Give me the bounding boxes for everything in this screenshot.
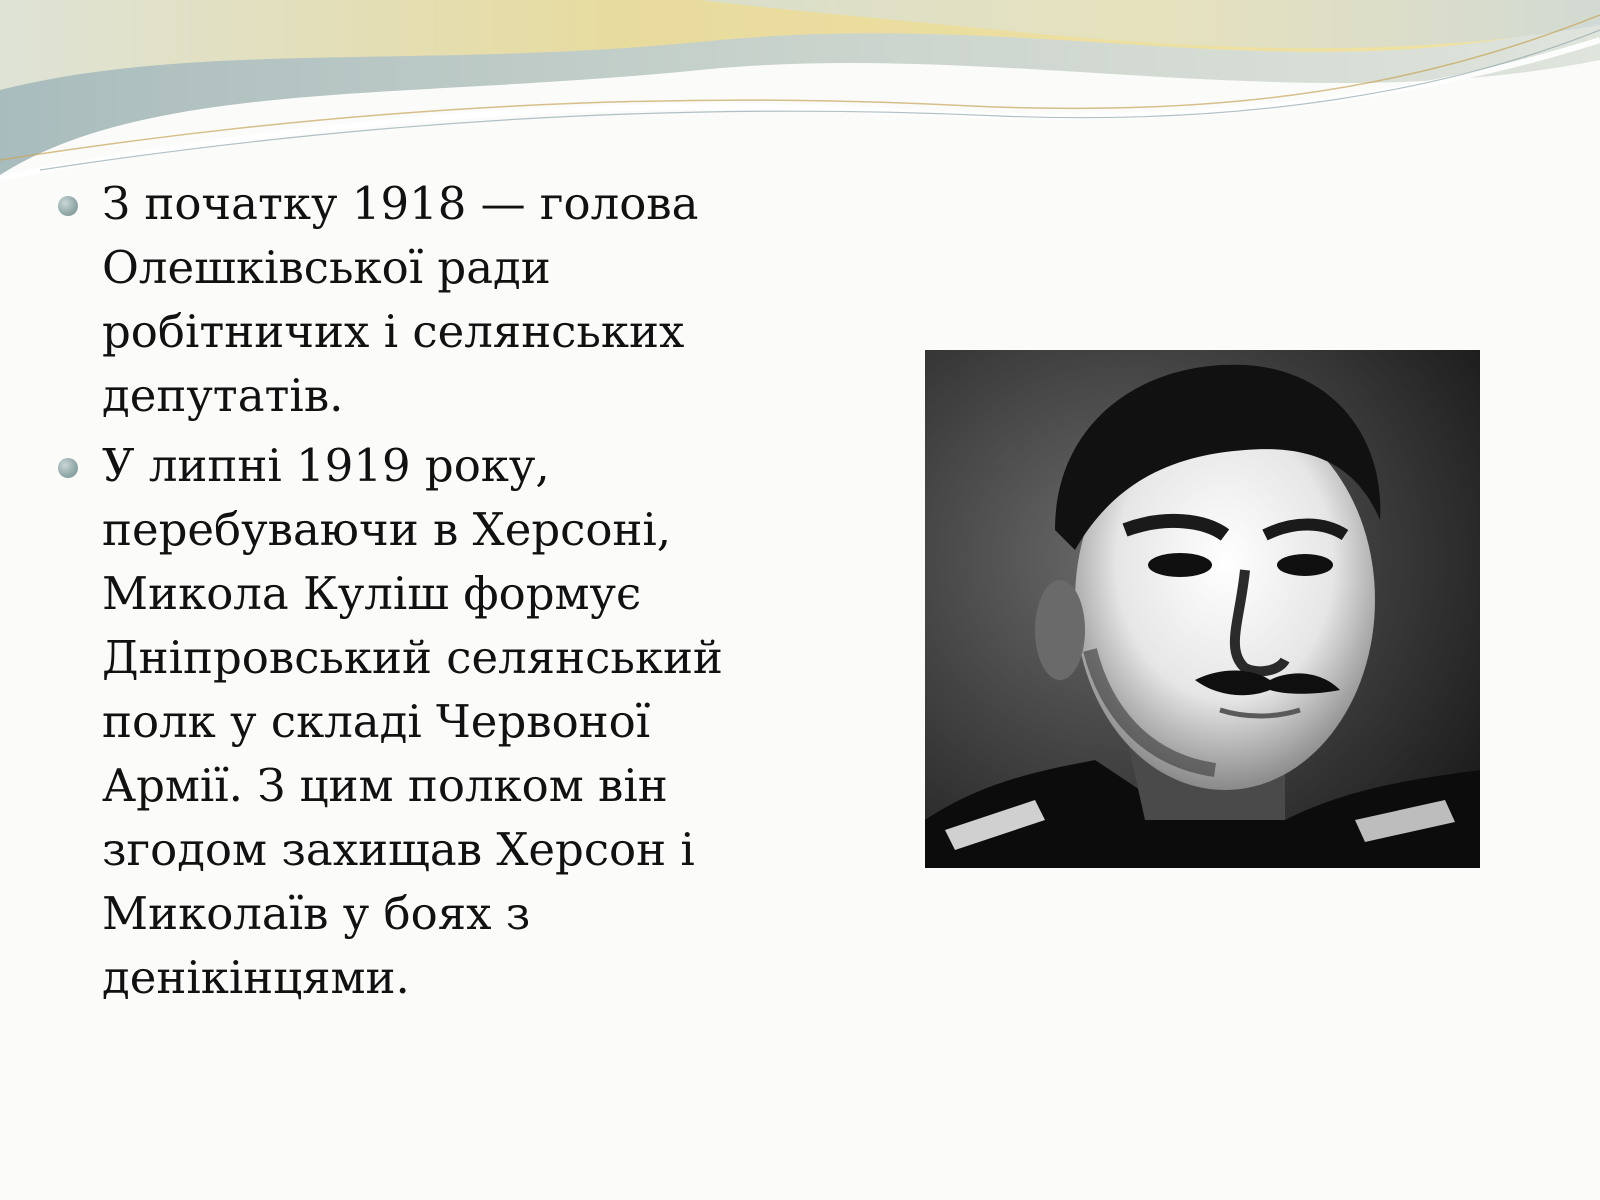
portrait-photo <box>925 350 1480 868</box>
list-item <box>58 434 758 1010</box>
portrait-photo-icon <box>925 350 1480 868</box>
bullet-text: З початку 1918 — голова Олешківської ради робітничих і селянських депутатів. <box>102 177 699 422</box>
decorative-waves <box>0 0 1600 200</box>
bullet-text: У липні 1919 року, перебуваючи в Херсоні, Микола Куліш формує Дніпровський селянський полк у складі Червоної Армії. З цим полком він згодом захищав Херсон і Миколаїв у боях з денікінцями. <box>102 439 723 1004</box>
bullet-list <box>58 172 758 1016</box>
bullet-icon <box>58 196 78 216</box>
list-item <box>58 172 758 428</box>
bullet-icon <box>58 458 78 478</box>
